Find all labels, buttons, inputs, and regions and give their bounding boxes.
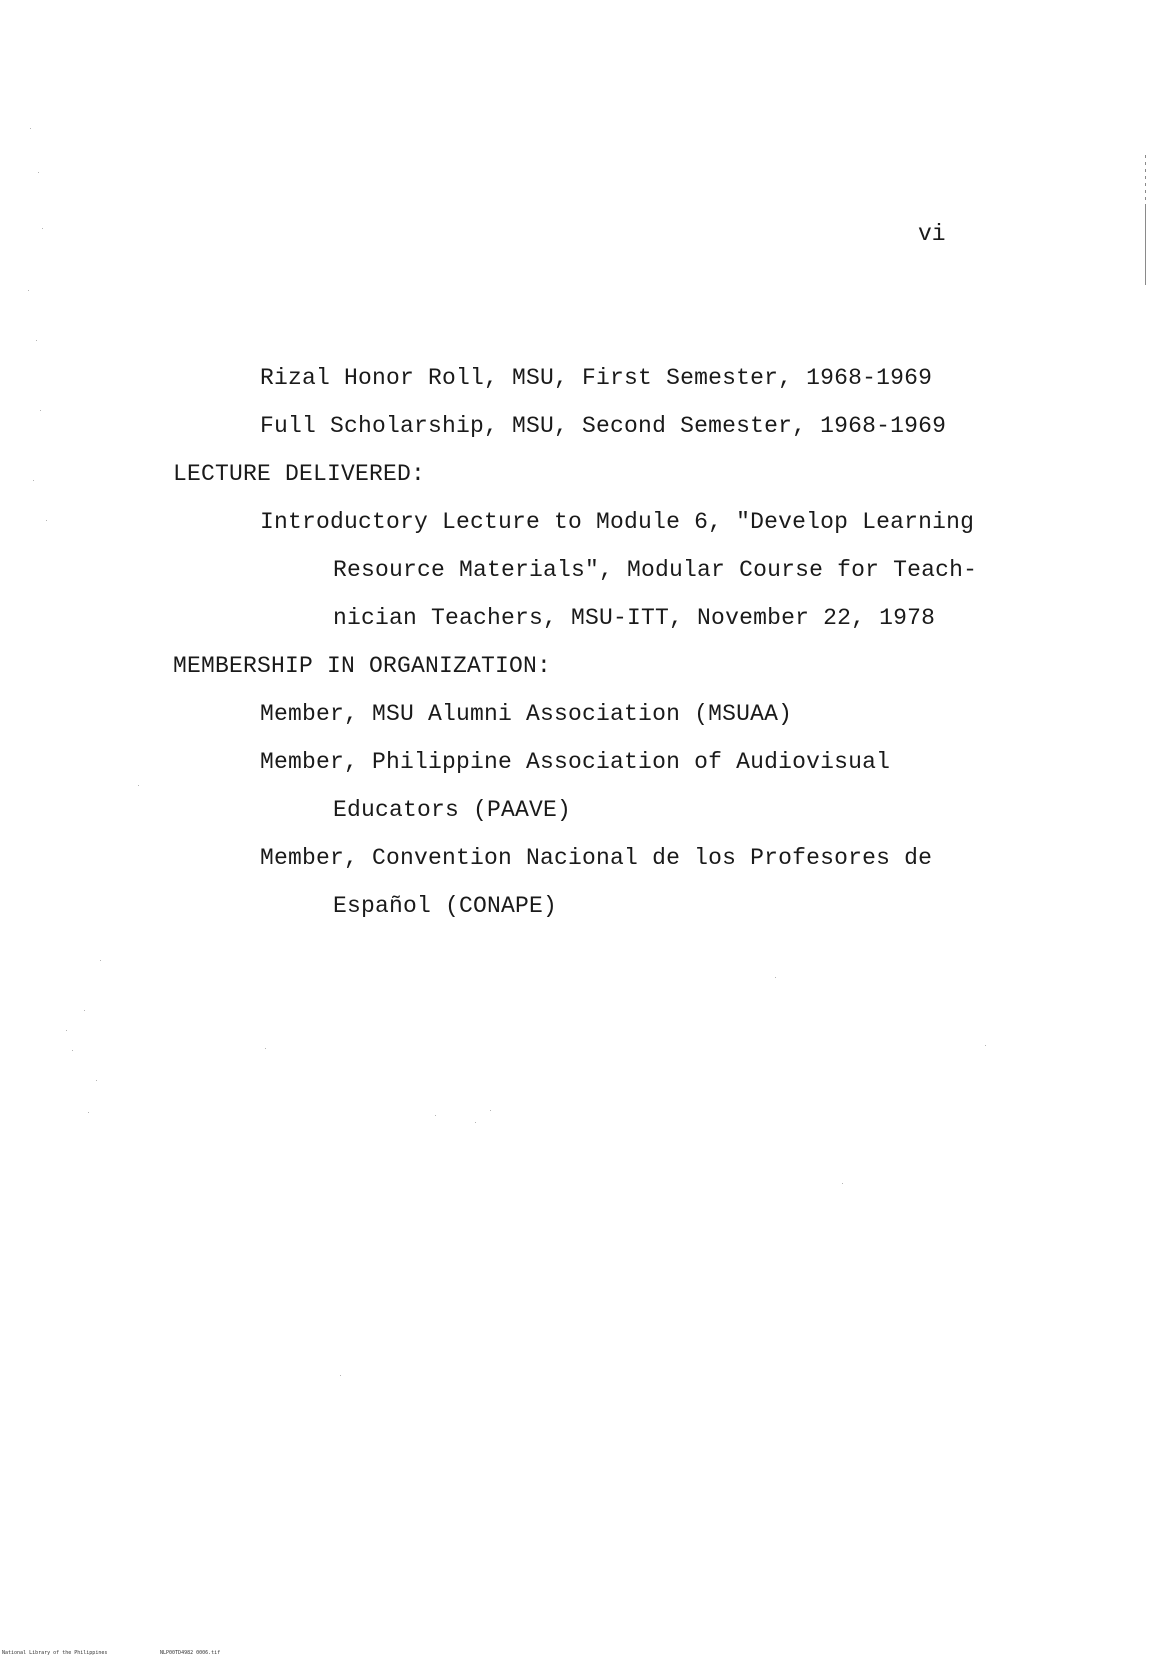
section-heading-lecture: LECTURE DELIVERED: — [173, 461, 426, 487]
page-number: vi — [918, 221, 946, 247]
lecture-line: Introductory Lecture to Module 6, "Develop Learning — [260, 509, 975, 535]
section-heading-membership: MEMBERSHIP IN ORGANIZATION: — [173, 653, 552, 679]
membership-line: Español (CONAPE) — [333, 893, 558, 919]
lecture-line: Resource Materials", Modular Course for Teach- — [333, 557, 978, 583]
footer-file-name: NLP00TD4982 0006.tif — [160, 1650, 221, 1656]
footer-library-name: National Library of the Philippines — [2, 1650, 108, 1656]
membership-line: Member, Philippine Association of Audiovisual — [260, 749, 891, 775]
scan-edge-mark-solid — [1145, 205, 1146, 285]
lecture-line: nician Teachers, MSU-ITT, November 22, 1978 — [333, 605, 936, 631]
membership-line: Member, Convention Nacional de los Profesores de — [260, 845, 933, 871]
membership-line: Educators (PAAVE) — [333, 797, 572, 823]
honor-item: Full Scholarship, MSU, Second Semester, 1968-1969 — [260, 413, 947, 439]
honor-item: Rizal Honor Roll, MSU, First Semester, 1968-1969 — [260, 365, 933, 391]
membership-line: Member, MSU Alumni Association (MSUAA) — [260, 701, 793, 727]
